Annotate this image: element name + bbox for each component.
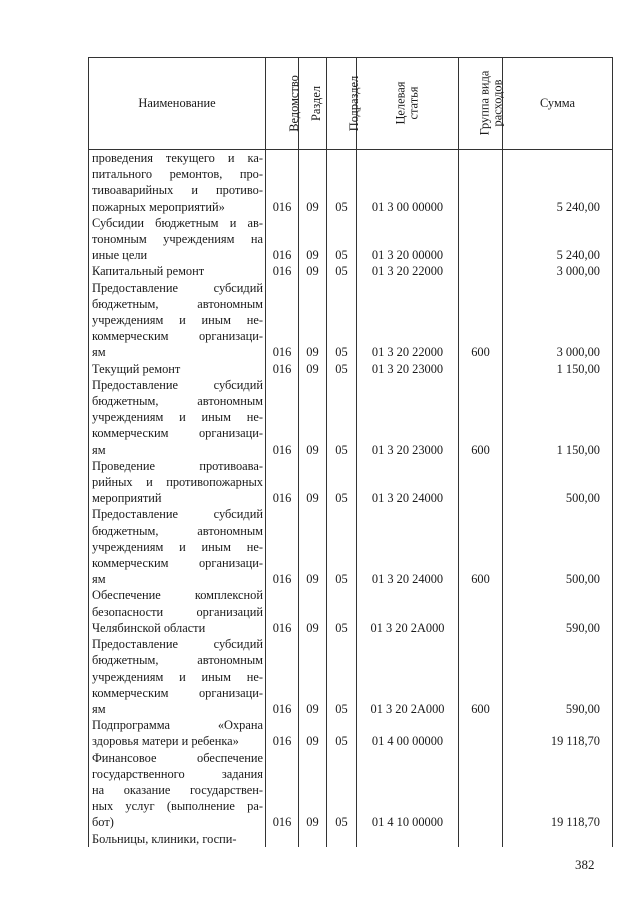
table-row (89, 215, 613, 264)
row-vedomstvo: 016 (266, 458, 299, 507)
row-gruppa (459, 150, 503, 215)
row-vedomstvo: 016 (266, 506, 299, 587)
row-name (89, 377, 266, 458)
row-celevaya: 01 3 20 2A000 (357, 587, 459, 636)
row-podrazdel: 05 (327, 506, 357, 587)
row-razdel: 09 (299, 150, 327, 215)
row-name-line: коммерческим организаци- (92, 426, 263, 441)
row-summa: 19 118,70 (503, 717, 613, 749)
row-name-line: Больницы, клиники, госпи- (92, 831, 237, 846)
row-podrazdel: 05 (327, 750, 357, 831)
row-gruppa: 600 (459, 506, 503, 587)
row-name-line: ям (92, 442, 106, 457)
budget-table (88, 57, 613, 847)
row-name-line: Финансовое обеспечение (92, 750, 263, 765)
row-name (89, 280, 266, 361)
header-gruppa-line1: Группа вида (477, 70, 492, 136)
row-podrazdel: 05 (327, 458, 357, 507)
header-celevaya (357, 58, 459, 150)
row-celevaya: 01 3 20 2A000 (357, 636, 459, 717)
row-name (89, 717, 266, 749)
row-gruppa (459, 361, 503, 377)
header-podrazdel: Подраздел (327, 58, 357, 150)
row-gruppa (459, 458, 503, 507)
row-summa: 500,00 (503, 458, 613, 507)
row-vedomstvo: 016 (266, 215, 299, 264)
row-name-line: мероприятий (92, 491, 162, 506)
row-podrazdel: 05 (327, 587, 357, 636)
row-podrazdel: 05 (327, 377, 357, 458)
row-celevaya: 01 3 20 24000 (357, 506, 459, 587)
row-name-line: Предоставление субсидий (92, 377, 263, 392)
row-name-line: тономным учреждениям на (92, 232, 263, 247)
row-vedomstvo: 016 (266, 750, 299, 831)
row-name-line: учреждениям и иным не- (92, 410, 263, 425)
row-name-line: ям (92, 345, 106, 360)
row-summa: 1 150,00 (503, 361, 613, 377)
row-name-line: бюджетным, автономным (92, 523, 263, 538)
row-razdel: 09 (299, 458, 327, 507)
row-summa: 19 118,70 (503, 750, 613, 831)
row-name (89, 215, 266, 264)
table-row (89, 831, 613, 847)
header-celevaya-line2: статья (406, 86, 421, 120)
row-gruppa: 600 (459, 377, 503, 458)
row-vedomstvo: 016 (266, 377, 299, 458)
table-row (89, 280, 613, 361)
header-summa: Сумма (503, 58, 613, 150)
page-number: 382 (575, 857, 595, 872)
row-name-line: бот) (92, 815, 114, 830)
row-name (89, 587, 266, 636)
row-name-line: ям (92, 701, 106, 716)
table-row (89, 750, 613, 831)
row-vedomstvo: 016 (266, 587, 299, 636)
row-name-line: Челябинской области (92, 620, 206, 635)
row-name-line: Обеспечение комплексной (92, 588, 263, 603)
row-podrazdel: 05 (327, 215, 357, 264)
row-name (89, 361, 266, 377)
row-name-line: проведения текущего и ка- (92, 151, 263, 165)
row-gruppa (459, 831, 503, 847)
row-celevaya: 01 4 10 00000 (357, 750, 459, 831)
row-podrazdel: 05 (327, 263, 357, 279)
row-name-line: пожарных мероприятий» (92, 199, 225, 214)
row-podrazdel: 05 (327, 150, 357, 215)
row-gruppa: 600 (459, 280, 503, 361)
row-summa: 590,00 (503, 587, 613, 636)
row-summa: 5 240,00 (503, 215, 613, 264)
row-vedomstvo: 016 (266, 263, 299, 279)
row-razdel: 09 (299, 263, 327, 279)
row-name-line: государственного задания (92, 766, 263, 781)
row-name-line: Предоставление субсидий (92, 637, 263, 652)
row-gruppa (459, 750, 503, 831)
row-vedomstvo: 016 (266, 361, 299, 377)
row-celevaya: 01 3 20 23000 (357, 361, 459, 377)
row-razdel: 09 (299, 280, 327, 361)
header-vedomstvo: Ведомство (266, 58, 299, 150)
row-name-line: учреждениям и иным не- (92, 539, 263, 554)
row-name-line: коммерческим организаци- (92, 685, 263, 700)
row-razdel: 09 (299, 506, 327, 587)
row-name (89, 150, 266, 215)
row-podrazdel: 05 (327, 717, 357, 749)
row-celevaya: 01 3 20 00000 (357, 215, 459, 264)
table-row (89, 150, 613, 215)
row-gruppa (459, 587, 503, 636)
row-podrazdel (327, 831, 357, 847)
row-name-line: иные цели (92, 248, 148, 263)
row-vedomstvo: 016 (266, 150, 299, 215)
row-razdel (299, 831, 327, 847)
row-name-line: ям (92, 572, 106, 587)
row-vedomstvo (266, 831, 299, 847)
row-name-line: питального ремонтов, про- (92, 167, 263, 182)
table-row (89, 361, 613, 377)
header-name: Наименование (89, 58, 266, 150)
row-celevaya: 01 3 20 24000 (357, 458, 459, 507)
row-name-line: безопасности организаций (92, 604, 263, 619)
row-razdel: 09 (299, 361, 327, 377)
row-summa: 3 000,00 (503, 280, 613, 361)
table-row (89, 636, 613, 717)
row-name (89, 636, 266, 717)
row-podrazdel: 05 (327, 280, 357, 361)
row-celevaya: 01 4 00 00000 (357, 717, 459, 749)
row-name (89, 750, 266, 831)
header-gruppa-line2: расходов (490, 79, 505, 127)
row-name-line: бюджетным, автономным (92, 394, 263, 409)
row-razdel: 09 (299, 377, 327, 458)
row-name-line: ных услуг (выполнение ра- (92, 799, 263, 814)
row-razdel: 09 (299, 636, 327, 717)
row-podrazdel: 05 (327, 636, 357, 717)
table-row (89, 587, 613, 636)
row-name (89, 831, 266, 847)
table-row (89, 717, 613, 749)
row-gruppa: 600 (459, 636, 503, 717)
row-vedomstvo: 016 (266, 717, 299, 749)
row-summa: 3 000,00 (503, 263, 613, 279)
row-vedomstvo: 016 (266, 280, 299, 361)
row-razdel: 09 (299, 587, 327, 636)
table-row (89, 458, 613, 507)
row-name (89, 458, 266, 507)
row-celevaya: 01 3 20 23000 (357, 377, 459, 458)
row-summa (503, 831, 613, 847)
table-row (89, 377, 613, 458)
table-row (89, 506, 613, 587)
row-razdel: 09 (299, 215, 327, 264)
row-name (89, 506, 266, 587)
row-name-line: Предоставление субсидий (92, 507, 263, 522)
row-name (89, 263, 266, 279)
row-name-line: рийных и противопожарных (92, 475, 263, 490)
row-name-line: тивоаварийных и противо- (92, 183, 263, 198)
row-razdel: 09 (299, 750, 327, 831)
row-summa: 1 150,00 (503, 377, 613, 458)
row-summa: 5 240,00 (503, 150, 613, 215)
row-name-line: коммерческим организаци- (92, 556, 263, 571)
row-summa: 500,00 (503, 506, 613, 587)
row-name-line: Подпрограмма «Охрана (92, 718, 263, 733)
row-name-line: бюджетным, автономным (92, 296, 263, 311)
row-name-line: Капитальный ремонт (92, 264, 205, 279)
row-vedomstvo: 016 (266, 636, 299, 717)
row-name-line: учреждениям и иным не- (92, 669, 263, 684)
row-name-line: бюджетным, автономным (92, 653, 263, 668)
row-gruppa (459, 717, 503, 749)
row-name-line: учреждениям и иным не- (92, 313, 263, 328)
row-celevaya: 01 3 00 00000 (357, 150, 459, 215)
row-gruppa (459, 263, 503, 279)
header-gruppa (459, 58, 503, 150)
header-celevaya-line1: Целевая (393, 81, 408, 125)
row-razdel: 09 (299, 717, 327, 749)
table-body (89, 150, 613, 847)
row-podrazdel: 05 (327, 361, 357, 377)
row-name-line: Текущий ремонт (92, 361, 181, 376)
table-header (89, 58, 613, 150)
row-name-line: Предоставление субсидий (92, 280, 263, 295)
row-celevaya: 01 3 20 22000 (357, 263, 459, 279)
row-gruppa (459, 215, 503, 264)
row-name-line: коммерческим организаци- (92, 329, 263, 344)
row-name-line: здоровья матери и ребенка» (92, 734, 239, 749)
row-name-line: Субсидии бюджетным и ав- (92, 215, 263, 230)
row-summa: 590,00 (503, 636, 613, 717)
table-row (89, 263, 613, 279)
row-name-line: на оказание государствен- (92, 782, 263, 797)
row-celevaya: 01 3 20 22000 (357, 280, 459, 361)
header-razdel: Раздел (299, 58, 327, 150)
row-name-line: Проведение противоава- (92, 458, 263, 473)
row-celevaya (357, 831, 459, 847)
